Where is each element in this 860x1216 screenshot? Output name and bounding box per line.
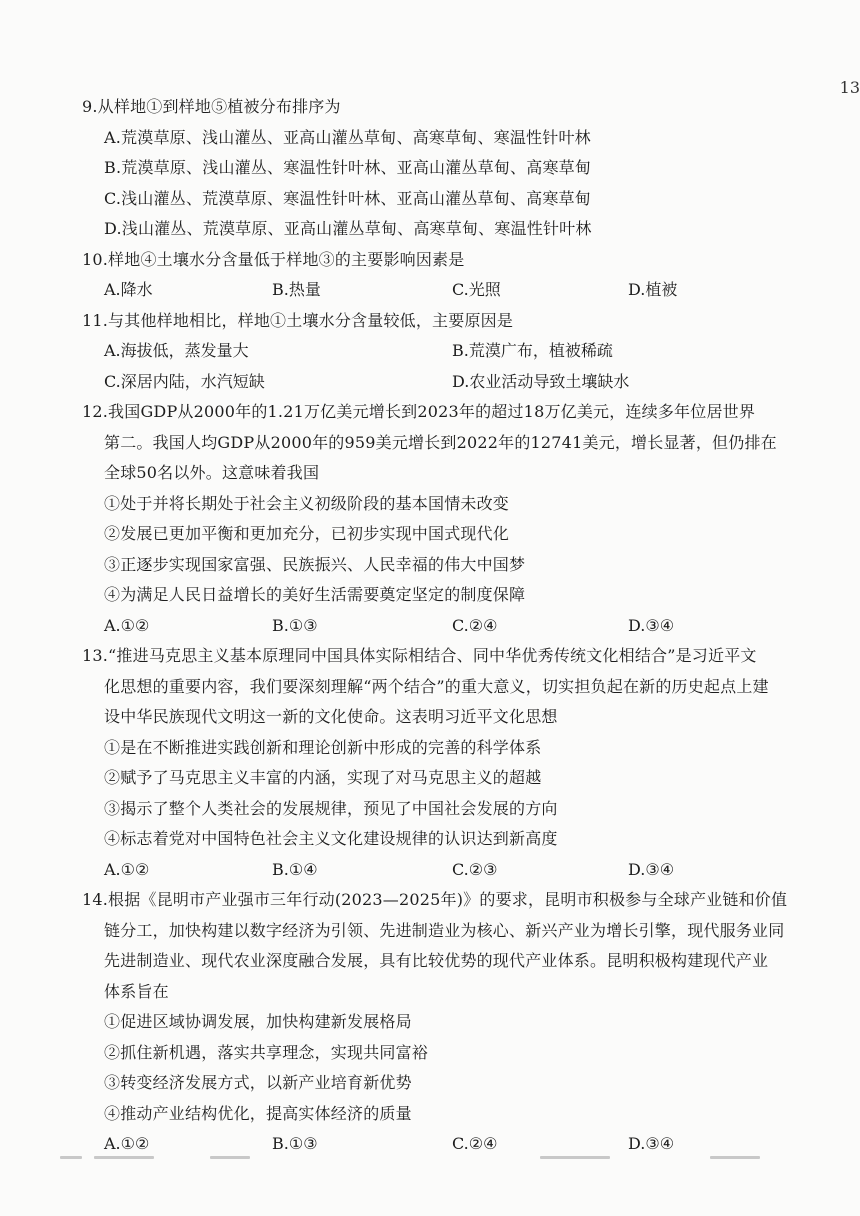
- option-c: C.光照: [452, 280, 501, 299]
- statement-4: ④标志着党对中国特色社会主义文化建设规律的认识达到新高度: [104, 829, 558, 848]
- option-a: A.①②: [104, 1134, 150, 1153]
- question-stem-line: 14.根据《昆明市产业强市三年行动(2023—2025年)》的要求，昆明市积极参与全球产业链和价值: [82, 890, 788, 909]
- option-a: A.降水: [104, 280, 153, 299]
- option-c: C.浅山灌丛、荒漠草原、寒温性针叶林、亚高山灌丛草甸、高寒草甸: [104, 188, 591, 208]
- question-stem-line: 体系旨在: [104, 981, 169, 1001]
- option-d: D.③④: [628, 859, 675, 879]
- cropped-footer: [60, 1152, 820, 1164]
- question-stem-line: 全球50名以外。这意味着我国: [104, 463, 320, 482]
- question-stem-line: 第二。我国人均GDP从2000年的959美元增长到2022年的12741美元，增长显著，但仍排在: [104, 432, 777, 452]
- question-stem: 9.从样地①到样地⑤植被分布排序为: [82, 97, 341, 116]
- options-row: [82, 275, 802, 306]
- statement-4: ④推动产业结构优化，提高实体经济的质量: [104, 1103, 412, 1123]
- option-c: C.②③: [452, 859, 498, 879]
- option-d: D.③④: [628, 1134, 675, 1153]
- question-13: [82, 641, 802, 885]
- option-a: A.荒漠草原、浅山灌丛、亚高山灌丛草甸、高寒草甸、寒温性针叶林: [104, 127, 591, 147]
- option-b: B.荒漠草原、浅山灌丛、寒温性针叶林、亚高山灌丛草甸、高寒草甸: [104, 158, 592, 177]
- options-row: [82, 367, 802, 398]
- option-c: C.②④: [452, 615, 498, 635]
- question-stem-line: 13.“推进马克思主义基本原理同中国具体实际相结合、同中华优秀传统文化相结合”是习近平文: [82, 646, 757, 665]
- statement-2: ②赋予了马克思主义丰富的内涵，实现了对马克思主义的超越: [104, 768, 542, 787]
- option-a: A.①②: [104, 859, 150, 879]
- question-10: [82, 245, 802, 306]
- option-b: B.①③: [272, 1134, 318, 1153]
- option-d: D.农业活动导致土壤缺水: [452, 371, 630, 391]
- statement-4: ④为满足人民日益增长的美好生活需要奠定坚定的制度保障: [104, 585, 526, 604]
- option-d: D.浅山灌丛、荒漠草原、亚高山灌丛草甸、高寒草甸、寒温性针叶林: [104, 219, 592, 238]
- option-d: D.植被: [628, 280, 678, 299]
- option-b: B.①③: [272, 615, 318, 635]
- option-b: B.荒漠广布，植被稀疏: [452, 341, 613, 360]
- statement-1: ①促进区域协调发展，加快构建新发展格局: [104, 1012, 412, 1031]
- option-a: A.①②: [104, 615, 150, 635]
- question-14: [82, 885, 802, 1160]
- question-11: [82, 306, 802, 398]
- question-stem-line: 设中华民族现代文明这一新的文化使命。这表明习近平文化思想: [104, 707, 558, 726]
- question-12: [82, 397, 802, 641]
- statement-2: ②抓住新机遇，落实共享理念，实现共同富裕: [104, 1042, 429, 1062]
- question-list: [82, 92, 802, 1160]
- option-a: A.海拔低，蒸发量大: [104, 341, 249, 360]
- statement-1: ①处于并将长期处于社会主义初级阶段的基本国情未改变: [104, 493, 510, 513]
- option-c: C.深居内陆，水汽短缺: [104, 371, 265, 391]
- question-stem-line: 先进制造业、现代农业深度融合发展，具有比较优势的现代产业体系。昆明积极构建现代产业: [104, 951, 769, 970]
- question-stem-line: 化思想的重要内容，我们要深刻理解“两个结合”的重大意义，切实担负起在新的历史起点上建: [104, 676, 769, 696]
- option-b: B.热量: [272, 280, 321, 299]
- question-stem-line: 链分工，加快构建以数字经济为引领、先进制造业为核心、新兴产业为增长引擎，现代服务业同: [104, 920, 785, 940]
- question-stem: 11.与其他样地相比，样地①土壤水分含量较低，主要原因是: [82, 310, 514, 330]
- statement-3: ③转变经济发展方式，以新产业培育新优势: [104, 1073, 412, 1092]
- statement-2: ②发展已更加平衡和更加充分，已初步实现中国式现代化: [104, 524, 510, 543]
- question-9: [82, 92, 802, 245]
- statement-3: ③揭示了整个人类社会的发展规律，预见了中国社会发展的方向: [104, 798, 558, 818]
- page-number: 13: [839, 78, 860, 97]
- option-b: B.①④: [272, 859, 318, 879]
- options-row: [82, 855, 802, 886]
- statement-1: ①是在不断推进实践创新和理论创新中形成的完善的科学体系: [104, 737, 542, 757]
- options-row: [82, 336, 802, 367]
- option-c: C.②④: [452, 1134, 498, 1153]
- options-row: [82, 611, 802, 642]
- question-stem-line: 12.我国GDP从2000年的1.21万亿美元增长到2023年的超过18万亿美元，连续多年位居世界: [82, 402, 756, 421]
- option-d: D.③④: [628, 615, 675, 635]
- question-stem: 10.样地④土壤水分含量低于样地③的主要影响因素是: [82, 249, 465, 269]
- statement-3: ③正逐步实现国家富强、民族振兴、人民幸福的伟大中国梦: [104, 554, 526, 574]
